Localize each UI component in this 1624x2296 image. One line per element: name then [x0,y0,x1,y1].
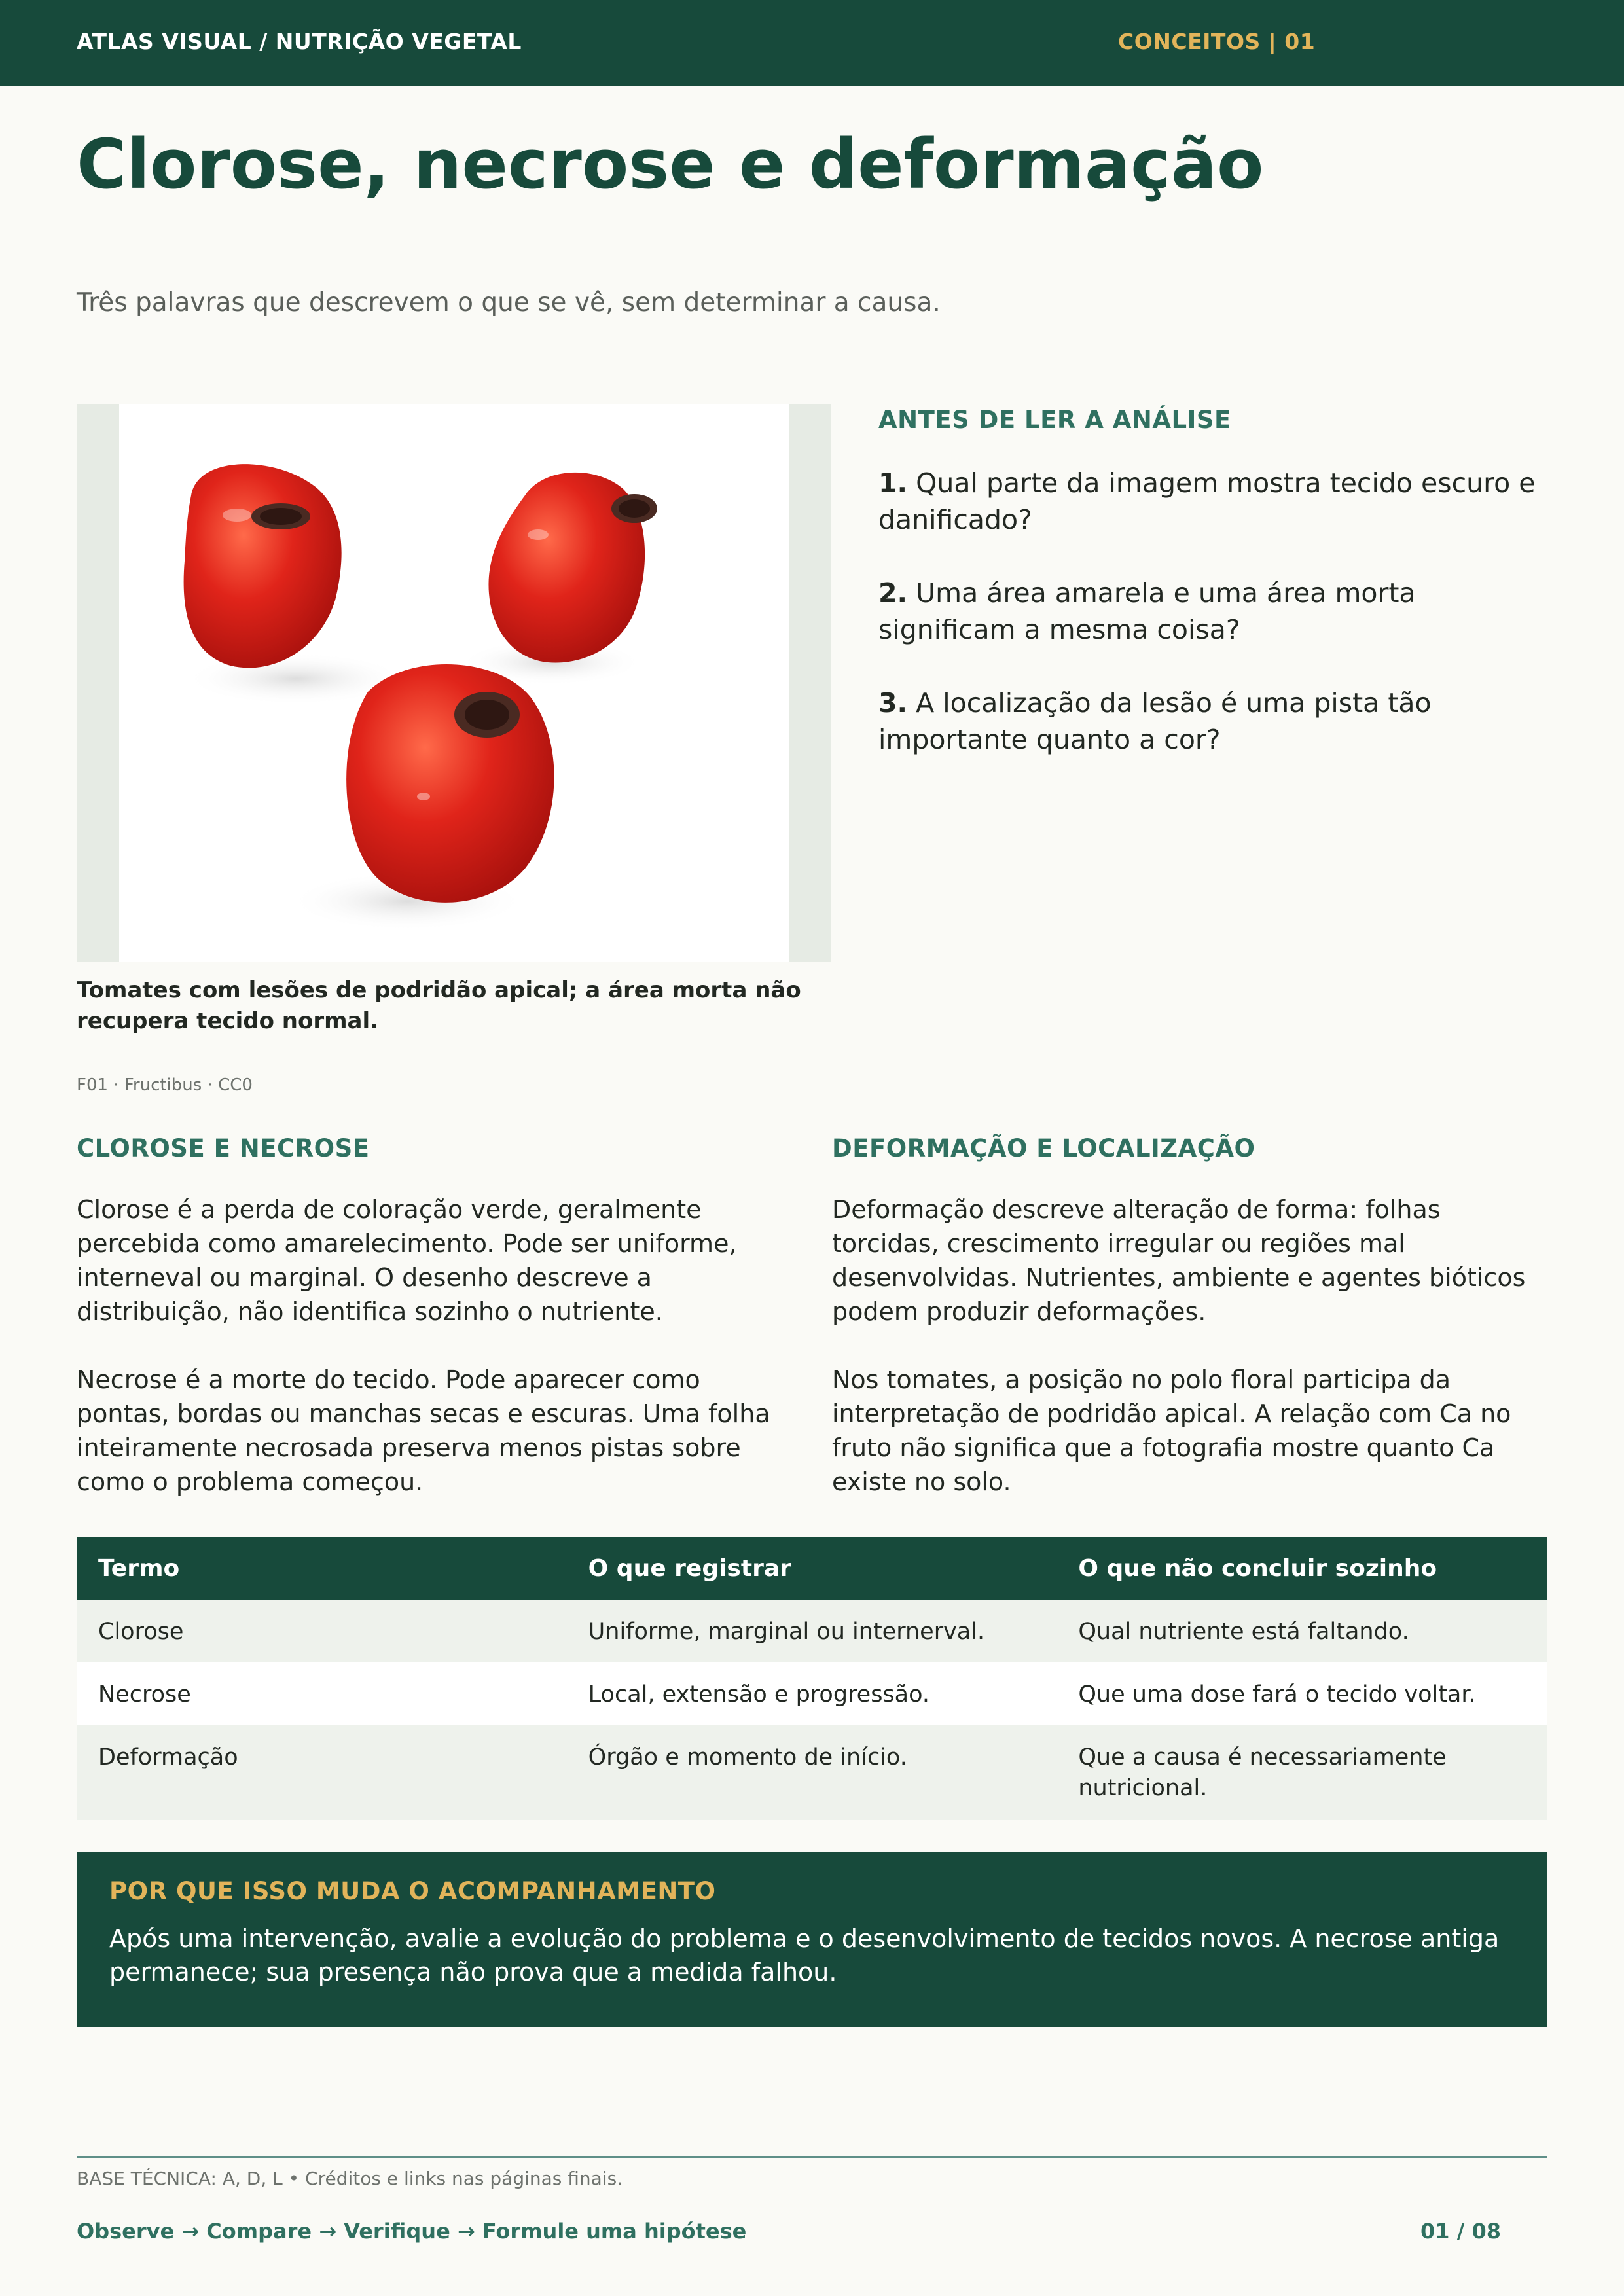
table-header-cell: Termo [98,1555,180,1582]
table-row [77,1725,1547,1820]
section-body-deformacao [832,1193,1552,1533]
table-row [77,1662,1547,1725]
page-title: Clorose, necrose e deformação [77,124,1264,204]
table-cell: Que uma dose fará o tecido voltar. [1078,1681,1476,1708]
terms-table [77,1537,1547,1820]
question-number: 3. [878,687,908,719]
tomatoes-illustration [119,404,789,962]
question-text: Qual parte da imagem mostra tecido escuro e danificado? [878,467,1536,535]
paragraph: Deformação descreve alteração de forma: folhas torcidas, crescimento irregular ou regiões mal desenvolvidas. Nutrientes, ambiente e agentes bióticos podem produzir deformações. [832,1195,1526,1326]
table-header-row [77,1537,1547,1600]
figure-frame [77,404,831,962]
callout-title: POR QUE ISSO MUDA O ACOMPANHAMENTO [109,1877,716,1905]
table-cell: Deformação [98,1744,238,1770]
tomato-left [184,464,342,668]
table-header-cell: O que registrar [588,1555,791,1582]
question-text: Uma área amarela e uma área morta significam a mesma coisa? [878,577,1416,645]
question-item [878,685,1559,758]
questions-title: ANTES DE LER A ANÁLISE [878,406,1231,434]
question-number: 1. [878,467,908,499]
question-number: 2. [878,577,908,609]
paragraph: Clorose é a perda de coloração verde, geralmente percebida como amarelecimento. Pode ser uniforme, interneval ou marginal. O desenho descreve a distribuição, não identifica sozinho o nutriente. [77,1195,737,1326]
footer-divider [77,2156,1547,2158]
table-cell: Órgão e momento de início. [588,1744,907,1770]
question-item [878,465,1559,538]
page-subtitle: Três palavras que descrevem o que se vê, sem determinar a causa. [77,288,941,317]
footer-steps: Observe → Compare → Verifique → Formule uma hipótese [77,2219,747,2244]
figure-credit: F01 · Fructibus · CC0 [77,1075,253,1095]
question-item [878,575,1559,648]
page-number: 01 / 08 [1420,2219,1502,2244]
breadcrumb: ATLAS VISUAL / NUTRIÇÃO VEGETAL [77,29,522,54]
table-header-cell: O que não concluir sozinho [1078,1555,1437,1582]
table-cell: Que a causa é necessariamente nutricional. [1078,1744,1447,1801]
paragraph: Necrose é a morte do tecido. Pode aparecer como pontas, bordas ou manchas secas e escuras. Uma folha inteiramente necrosada preserva menos pistas sobre como o problema começou. [77,1365,770,1496]
section-title-clorose: CLOROSE E NECROSE [77,1134,370,1162]
callout-body: Após uma intervenção, avalie a evolução do problema e o desenvolvimento de tecidos novos. A necrose antiga permanece; sua presença não prova que a medida falhou. [109,1924,1500,1986]
table-cell: Uniforme, marginal ou internerval. [588,1619,985,1645]
tomatoes-photo [119,404,789,962]
section-title-deformacao: DEFORMAÇÃO E LOCALIZAÇÃO [832,1134,1255,1162]
table-cell: Qual nutriente está faltando. [1078,1619,1409,1645]
table-row [77,1600,1547,1662]
tomato-bottom [346,664,554,903]
section-label: CONCEITOS | 01 [1118,29,1316,54]
question-text: A localização da lesão é uma pista tão importante quanto a cor? [878,687,1432,755]
callout-box [77,1852,1547,2027]
figure-caption: Tomates com lesões de podridão apical; a área morta não recupera tecido normal. [77,977,801,1034]
top-bar [0,0,1624,86]
section-body-clorose [77,1193,797,1533]
table-cell: Local, extensão e progressão. [588,1681,930,1708]
paragraph: Nos tomates, a posição no polo floral participa da interpretação de podridão apical. A relação com Ca no fruto não significa que a fotografia mostre quanto Ca existe no solo. [832,1365,1511,1496]
tomato-right [488,473,657,663]
table-cell: Necrose [98,1681,191,1708]
questions-list [878,465,1559,795]
table-cell: Clorose [98,1619,184,1645]
footer-base-note: BASE TÉCNICA: A, D, L • Créditos e links nas páginas finais. [77,2168,623,2189]
